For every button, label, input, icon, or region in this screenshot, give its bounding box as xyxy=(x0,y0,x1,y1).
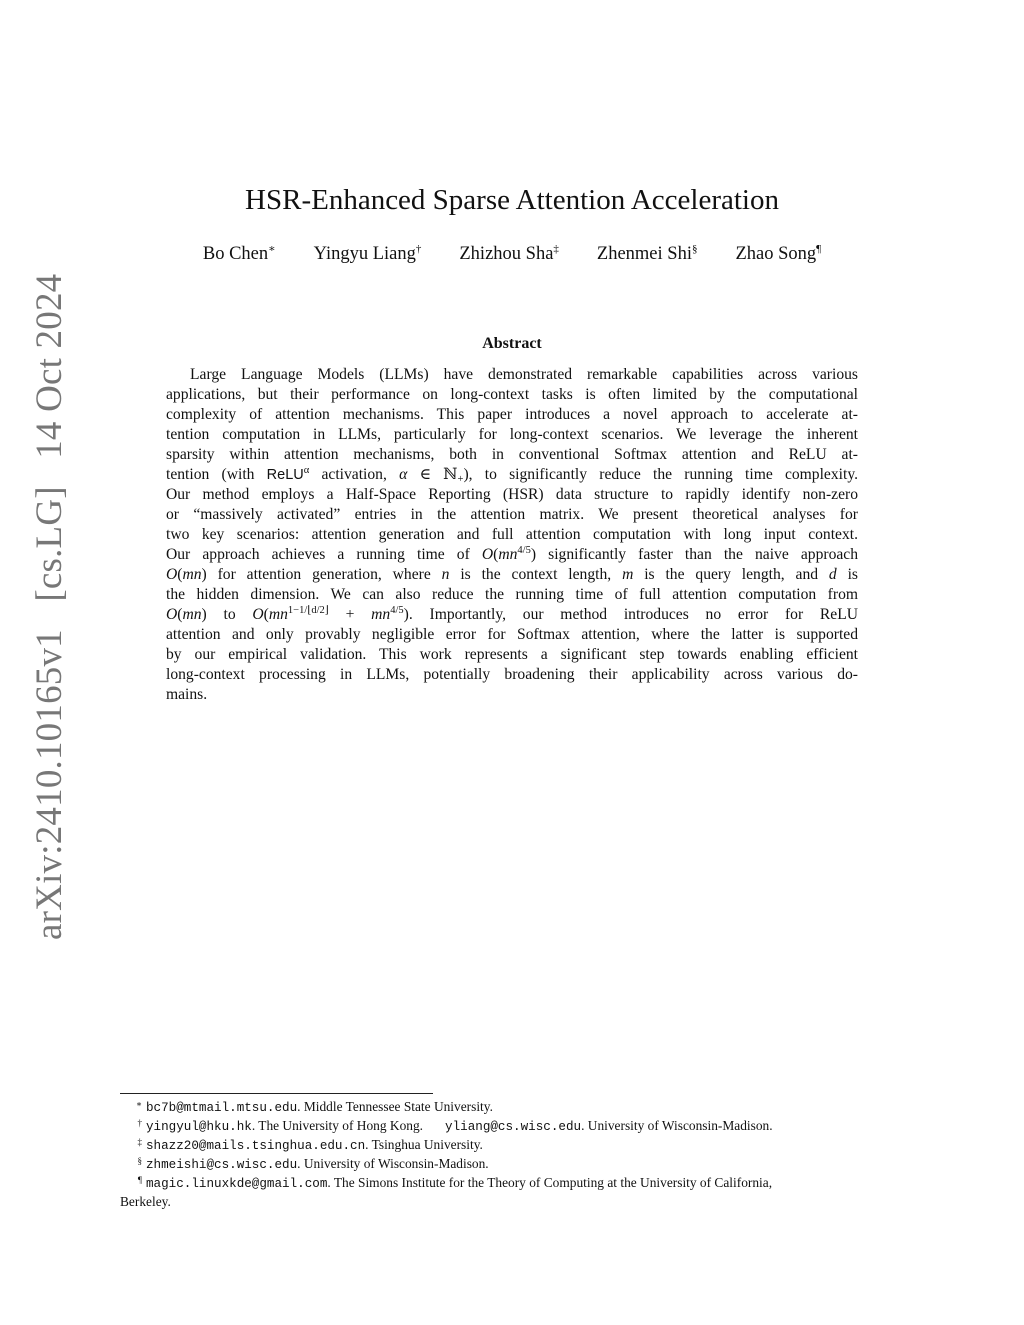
arxiv-id: arXiv:2410.10165v1 xyxy=(29,629,70,940)
text-run: . The University of Hong Kong. xyxy=(251,1118,424,1133)
text-run: the hidden dimension. We can also reduce the running time of full attention computation from xyxy=(166,586,858,603)
abstract-line xyxy=(166,665,858,685)
text-run: + xyxy=(328,606,372,623)
math-symbol: O xyxy=(166,566,178,583)
math-symbol: m xyxy=(622,566,634,583)
footnotes xyxy=(120,1097,910,1211)
text-run: is the query length, and xyxy=(633,566,829,583)
text-run: long-context processing in LLMs, potentially broadening their applicability across various do- xyxy=(166,666,858,683)
author-name: Bo Chen xyxy=(202,244,269,264)
author-name: Zhizhou Sha xyxy=(459,244,554,264)
author-footnote-mark: ∗ xyxy=(268,243,276,255)
text-run: is the context length, xyxy=(449,566,623,583)
abstract-line xyxy=(166,625,858,645)
footnote: ¶ magic.linuxkde@gmail.com. The Simons Institute for the Theory of Computing at the University of California, xyxy=(137,1175,773,1191)
text-run: Berkeley. xyxy=(120,1194,171,1209)
abstract-line xyxy=(166,425,858,445)
text-run: ), to significantly reduce the running time complexity. xyxy=(463,466,858,483)
abstract-line xyxy=(166,505,858,525)
author xyxy=(459,244,559,265)
abstract-line xyxy=(166,585,858,605)
author xyxy=(314,244,422,265)
math-symbol: O xyxy=(481,546,494,563)
footnote: ∗ bc7b@mtmail.mtsu.edu. Middle Tennessee State University. xyxy=(135,1099,493,1115)
abstract-line xyxy=(166,445,858,465)
abstract-line xyxy=(166,385,858,405)
author xyxy=(735,244,821,265)
text-run: sparsity within attention mechanisms, both in conventional Softmax attention and ReLU at- xyxy=(166,446,858,463)
footnote-rule xyxy=(120,1093,433,1094)
superscript: 4/5 xyxy=(390,605,404,616)
text-run: ) to xyxy=(201,606,253,623)
abstract-heading: Abstract xyxy=(482,335,542,352)
math-symbol: mn xyxy=(498,546,518,563)
author-name: Yingyu Liang xyxy=(313,244,416,264)
text-run: ( xyxy=(263,606,269,623)
text-run: mains. xyxy=(166,686,208,703)
math-symbol: mn xyxy=(182,606,202,623)
abstract-line xyxy=(166,525,858,545)
arxiv-date: 14 Oct 2024 xyxy=(29,273,70,459)
abstract-body xyxy=(166,365,858,705)
text-run: applications, but their performance on long-context tasks is often limited by the computational xyxy=(166,386,858,403)
email-address: magic.linuxkde@gmail.com xyxy=(146,1177,328,1191)
text-run: ∈ ℕ xyxy=(407,466,458,483)
author-footnote-mark: § xyxy=(691,243,698,255)
email-address: zhmeishi@cs.wisc.edu xyxy=(146,1158,298,1172)
abstract-line xyxy=(166,405,858,425)
text-run: . University of Wisconsin-Madison. xyxy=(581,1118,773,1133)
author-footnote-mark: ‡ xyxy=(553,243,559,255)
author-list xyxy=(0,244,1024,265)
arxiv-side-stamp xyxy=(28,256,71,940)
math-symbol: O xyxy=(252,606,264,623)
email-address: yliang@cs.wisc.edu xyxy=(445,1120,582,1134)
math-symbol: mn xyxy=(182,566,202,583)
text-run: . Middle Tennessee State University. xyxy=(297,1099,493,1114)
abstract-line xyxy=(166,365,858,385)
text-run: complexity of attention mechanisms. This paper introduces a novel approach to accelerate at- xyxy=(166,406,858,423)
abstract-line xyxy=(166,685,858,705)
text-run: ) significantly faster than the naive approach xyxy=(530,546,859,563)
superscript: α xyxy=(303,465,310,476)
text-run: . University of Wisconsin-Madison. xyxy=(297,1156,489,1171)
footnote: ‡ shazz20@mails.tsinghua.edu.cn. Tsinghua University. xyxy=(137,1137,483,1153)
footnote: † yingyul@hku.hk. The University of Hong Kong. yliang@cs.wisc.edu. University of Wisconsin-Madison. xyxy=(137,1118,773,1134)
email-address: yingyul@hku.hk xyxy=(146,1120,252,1134)
abstract-line xyxy=(166,565,858,585)
author xyxy=(597,244,698,265)
paper-title: HSR-Enhanced Sparse Attention Acceleration xyxy=(245,184,779,216)
text-run: by our empirical validation. This work represents a significant step towards enabling efficient xyxy=(166,646,858,663)
email-address: bc7b@mtmail.mtsu.edu xyxy=(146,1101,298,1115)
text-run: . Tsinghua University. xyxy=(365,1137,483,1152)
text-run: Our method employs a Half-Space Reporting (HSR) data structure to rapidly identify non-zero xyxy=(166,486,858,503)
subscript: + xyxy=(457,474,464,485)
text-run: attention and only provably negligible error for Softmax attention, where the latter is supported xyxy=(166,626,858,643)
footnote xyxy=(120,1192,910,1211)
abstract-line xyxy=(166,645,858,665)
text-run: ( xyxy=(493,546,499,563)
text-run: Our approach achieves a running time of xyxy=(166,546,482,563)
abstract-line xyxy=(166,605,858,625)
email-address: shazz20@mails.tsinghua.edu.cn xyxy=(146,1139,366,1153)
text-run: Large Language Models (LLMs) have demonstrated remarkable capabilities across various xyxy=(190,366,858,383)
text-run: . The Simons Institute for the Theory of Computing at the University of California, xyxy=(327,1175,773,1190)
text-run: or “massively activated” entries in the attention matrix. We present theoretical analyses for xyxy=(166,506,858,523)
author-footnote-mark: ¶ xyxy=(816,243,822,255)
text-run: tention computation in LLMs, particularly for long-context scenarios. We leverage the inherent xyxy=(166,426,858,443)
math-symbol: d xyxy=(828,566,837,583)
arxiv-category: [cs.LG] xyxy=(29,486,70,602)
sans-term: ReLU xyxy=(266,467,304,483)
math-symbol: α xyxy=(399,466,408,483)
math-symbol: mn xyxy=(268,606,288,623)
abstract-line xyxy=(166,545,858,565)
text-run: tention (with xyxy=(166,466,267,483)
text-run: two key scenarios: attention generation and full attention computation with long input context. xyxy=(166,526,858,543)
math-symbol: n xyxy=(441,566,450,583)
author-name: Zhenmei Shi xyxy=(596,244,692,264)
text-run: ( xyxy=(177,606,183,623)
author-footnote-mark: † xyxy=(415,243,422,255)
text-run: ( xyxy=(177,566,183,583)
math-symbol: mn xyxy=(371,606,391,623)
text-run: is xyxy=(836,566,858,583)
math-symbol: O xyxy=(166,606,178,623)
superscript: 4/5 xyxy=(517,545,531,556)
text-run: activation, xyxy=(309,466,400,483)
abstract-line xyxy=(166,465,858,485)
superscript: 1−1/⌊d/2⌋ xyxy=(287,605,329,616)
author-name: Zhao Song xyxy=(735,244,817,264)
text-run: ). Importantly, our method introduces no error for ReLU xyxy=(403,606,859,623)
abstract-line xyxy=(166,485,858,505)
author xyxy=(203,244,276,265)
text-run: ) for attention generation, where xyxy=(201,566,442,583)
footnote: § zhmeishi@cs.wisc.edu. University of Wisconsin-Madison. xyxy=(137,1156,489,1172)
